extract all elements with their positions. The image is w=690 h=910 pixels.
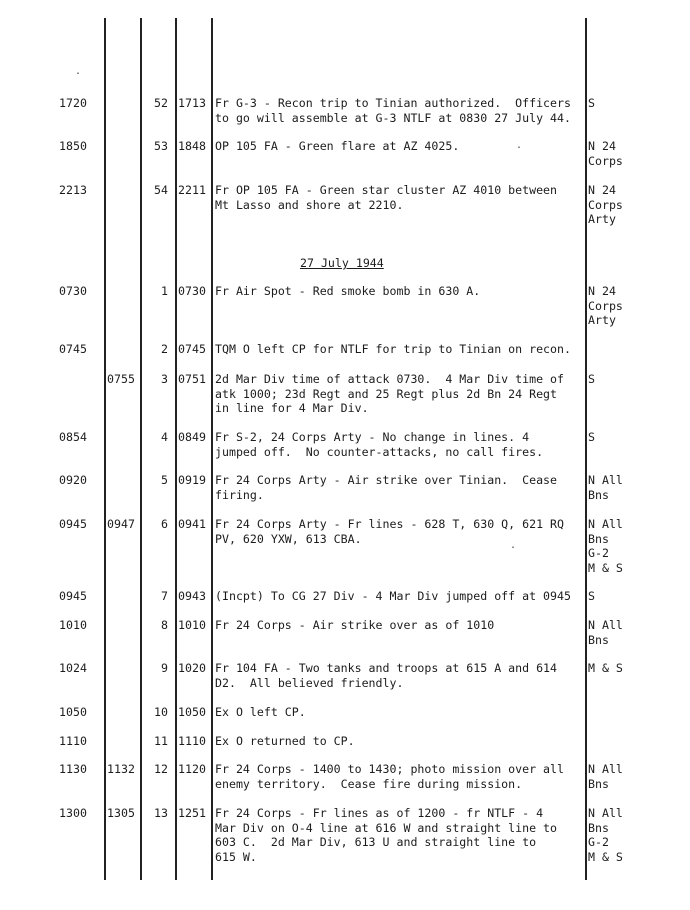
entry-distribution: N All Bns <box>588 473 623 502</box>
entry-number: 10 <box>154 705 168 719</box>
entry-time: 1850 <box>59 139 87 153</box>
entry-number: 3 <box>161 372 168 386</box>
entry-number: 54 <box>154 183 168 197</box>
entry-message: Fr OP 105 FA - Green star cluster AZ 4010 between Mt Lasso and shore at 2210. <box>215 183 558 212</box>
entry-message: Fr 24 Corps - 1400 to 1430; photo mission over all enemy territory. Cease fire during mission. <box>215 762 565 791</box>
entry-message: (Incpt) To CG 27 Div - 4 Mar Div jumped off at 0945 <box>215 589 571 603</box>
column-rule-2 <box>140 18 142 880</box>
entry-number: 52 <box>154 96 168 110</box>
entry-message: Fr 24 Corps Arty - Air strike over Tinian. Cease firing. <box>215 473 558 502</box>
entry-time: 1110 <box>59 734 87 748</box>
entry-message-time: 0751 <box>178 372 206 386</box>
entry-message-time: 2211 <box>178 183 206 197</box>
entry-distribution: N All Bns G-2 M & S <box>588 517 623 575</box>
entry-message: Ex O left CP. <box>215 705 306 719</box>
entry-message-time: 0919 <box>178 473 206 487</box>
entry-message-time: 0943 <box>178 589 206 603</box>
entry-message: Fr 24 Corps - Air strike over as of 1010 <box>215 618 495 632</box>
entry-number: 5 <box>161 473 168 487</box>
entry-message-time: 1010 <box>178 618 206 632</box>
entry-message-time: 1251 <box>178 806 206 820</box>
date-heading: 27 July 1944 <box>300 256 384 270</box>
entry-received-time: 1132 <box>107 762 135 776</box>
entry-distribution: N 24 Corps <box>588 139 623 168</box>
entry-time: 2213 <box>59 183 87 197</box>
column-rule-3 <box>175 18 177 880</box>
entry-distribution: M & S <box>588 661 623 675</box>
entry-time: 0945 <box>59 517 87 531</box>
entry-time: 0730 <box>59 284 87 298</box>
entry-number: 9 <box>161 661 168 675</box>
entry-time: 0945 <box>59 589 87 603</box>
entry-number: 2 <box>161 342 168 356</box>
entry-distribution: N 24 Corps Arty <box>588 183 623 226</box>
speck: . <box>510 540 517 551</box>
speck: . <box>516 140 523 151</box>
entry-message-time: 1050 <box>178 705 206 719</box>
entry-message-time: 1110 <box>178 734 206 748</box>
entry-message-time: 0849 <box>178 430 206 444</box>
speck: . <box>75 66 82 77</box>
entry-distribution: N 24 Corps Arty <box>588 284 623 327</box>
entry-message: Fr S-2, 24 Corps Arty - No change in lines. 4 jumped off. No counter-attacks, no call fires. <box>215 430 544 459</box>
entry-distribution: N All Bns <box>588 762 623 791</box>
entry-number: 8 <box>161 618 168 632</box>
entry-message: 2d Mar Div time of attack 0730. 4 Mar Div time of atk 1000; 23d Regt and 25 Regt plus 2d Bn 24 Regt in line for 4 Mar Div. <box>215 372 565 415</box>
entry-message-time: 1848 <box>178 139 206 153</box>
entry-distribution: N All Bns <box>588 618 623 647</box>
entry-message-time: 1020 <box>178 661 206 675</box>
entry-time: 1024 <box>59 661 87 675</box>
entry-message: Fr G-3 - Recon trip to Tinian authorized. Officers to go will assemble at G-3 NTLF at 0830 27 July 44. <box>215 96 571 125</box>
column-rule-1 <box>104 18 106 880</box>
entry-message-time: 1120 <box>178 762 206 776</box>
entry-message-time: 0745 <box>178 342 206 356</box>
entry-time: 0854 <box>59 430 87 444</box>
entry-distribution: N All Bns G-2 M & S <box>588 806 623 864</box>
entry-distribution: S <box>588 589 595 603</box>
entry-distribution: S <box>588 430 595 444</box>
entry-distribution: S <box>588 96 595 110</box>
entry-message: Fr Air Spot - Red smoke bomb in 630 A. <box>215 284 481 298</box>
entry-number: 7 <box>161 589 168 603</box>
entry-message: Fr 24 Corps Arty - Fr lines - 628 T, 630 Q, 621 RQ PV, 620 YXW, 613 CBA. <box>215 517 565 546</box>
entry-number: 53 <box>154 139 168 153</box>
entry-number: 1 <box>161 284 168 298</box>
entry-message: Fr 104 FA - Two tanks and troops at 615 A and 614 D2. All believed friendly. <box>215 661 558 690</box>
entry-received-time: 1305 <box>107 806 135 820</box>
entry-time: 0920 <box>59 473 87 487</box>
entry-distribution: S <box>588 372 595 386</box>
entry-message: Fr 24 Corps - Fr lines as of 1200 - fr NTLF - 4 Mar Div on O-4 line at 616 W and straight line to 603 C. 2d Mar Div, 613 U and straight line to 615 W. <box>215 806 558 864</box>
entry-time: 1050 <box>59 705 87 719</box>
entry-time: 1130 <box>59 762 87 776</box>
entry-message: Ex O returned to CP. <box>215 734 355 748</box>
entry-time: 0745 <box>59 342 87 356</box>
entry-message-time: 0941 <box>178 517 206 531</box>
entry-received-time: 0755 <box>107 372 135 386</box>
entry-message: OP 105 FA - Green flare at AZ 4025. <box>215 139 460 153</box>
entry-number: 6 <box>161 517 168 531</box>
entry-time: 1010 <box>59 618 87 632</box>
entry-time: 1720 <box>59 96 87 110</box>
entry-message-time: 1713 <box>178 96 206 110</box>
entry-number: 11 <box>154 734 168 748</box>
entry-received-time: 0947 <box>107 517 135 531</box>
entry-message-time: 0730 <box>178 284 206 298</box>
entry-number: 12 <box>154 762 168 776</box>
entry-number: 4 <box>161 430 168 444</box>
entry-time: 1300 <box>59 806 87 820</box>
entry-message: TQM O left CP for NTLF for trip to Tinian on recon. <box>215 342 571 356</box>
entry-number: 13 <box>154 806 168 820</box>
